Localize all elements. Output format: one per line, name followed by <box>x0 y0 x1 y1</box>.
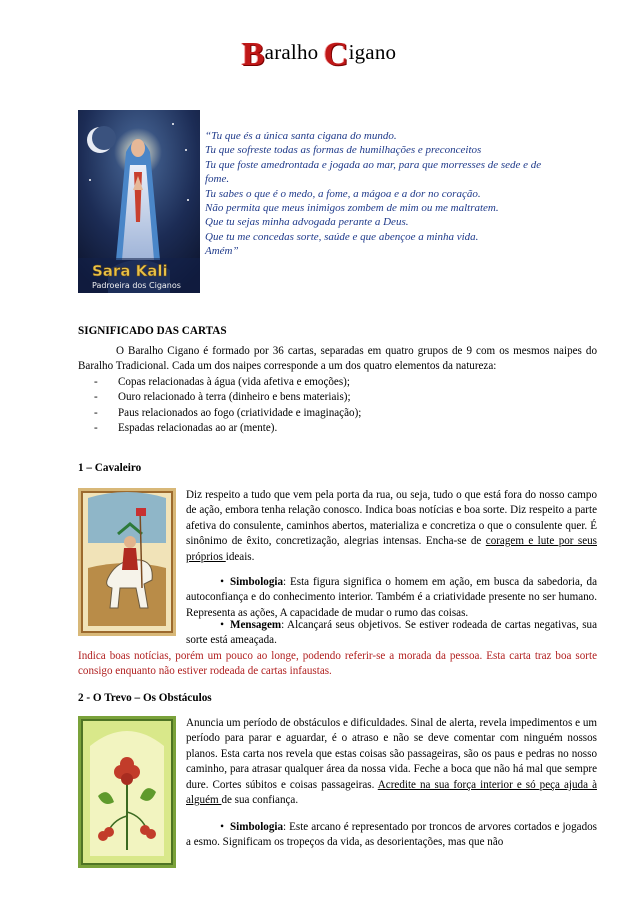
card2-desc-main: Anuncia um período de obstáculos e dificuldades. Sinal de alerta, revela impedimentos e um período para parar e aguardar, é o atraso e não se deve comentar com ninguém nossos planos. Esta carta nos revela que estas coisas são passageiras, são os paus e pedras no nosso caminho, para atrasar qualquer área da nossa vida. Feche a boca que não há mal que sempre dure. Cortes súbitos e coisas passageiras. <box>186 717 597 791</box>
bullet-icon: • <box>220 576 224 588</box>
card1-mensagem <box>186 618 597 649</box>
prayer-line: Que tu sejas minha advogada perante a Deus. <box>205 216 409 229</box>
prayer-line: Que tu me concedas sorte, saúde e que abençoe a minha vida. <box>205 230 479 243</box>
suit-list <box>78 375 597 437</box>
prayer-text <box>205 129 605 259</box>
trevo-card-image <box>78 716 176 868</box>
card1-mensagem-text: : Alcançará seus objetivos. Se estiver rodeada de cartas negativas, sua sorte está ameaçada. <box>186 619 597 647</box>
suit-item: - Ouro relacionado à terra (dinheiro e bens materiais); <box>78 390 597 405</box>
card2-desc-end: de sua confiança. <box>221 794 299 807</box>
prayer-line: Não permita que meus inimigos zombem de mim ou me maltratem. <box>205 202 499 215</box>
card2-heading: 2 - O Trevo – Os Obstáculos <box>78 692 212 704</box>
suit-item: - Copas relacionadas à água (vida afetiva e emoções); <box>78 375 597 390</box>
sara-kali-subtitle: Padroeira dos Ciganos <box>92 281 181 290</box>
prayer-line: “Tu que és a única santa cigana do mundo. <box>205 130 397 142</box>
card1-simbologia <box>186 575 597 621</box>
card1-desc-underline: coragem e lute por seus próprios <box>186 535 597 563</box>
card1-desc-end: ideais. <box>225 550 255 563</box>
title-initial-c: C <box>323 36 349 73</box>
card1-description <box>186 488 597 565</box>
card1-simbologia-label: Simbologia <box>230 576 284 588</box>
section-intro <box>78 344 597 375</box>
card2-desc-underline: Acredite na sua força interior e só peça ajuda à alguém <box>186 778 597 807</box>
card2-simbologia <box>186 820 597 851</box>
prayer-line: Tu que foste amedrontada e jogada ao mar, para que morresses de sede e de <box>205 158 542 171</box>
bullet-icon: • <box>220 619 224 631</box>
cavaleiro-card-image <box>78 488 176 636</box>
section-intro-text: O Baralho Cigano é formado por 36 cartas, separadas em quatro grupos de 9 com os mesmos naipes do Baralho Tradicional. Cada um dos naipes corresponde a um dos quatro elementos da natureza: <box>78 345 597 373</box>
section-heading: SIGNIFICADO DAS CARTAS <box>78 325 227 337</box>
prayer-line: Tu que sofreste todas as formas de humilhações e preconceitos <box>205 144 482 157</box>
card2-simbologia-text: : Este arcano é representado por troncos de arvores cortados e jogados a esmo. Significam os tropeços da vida, as desorientações, mas que não <box>186 821 597 849</box>
suit-item: - Paus relacionados ao fogo (criatividade e imaginação); <box>78 406 597 421</box>
card1-desc-main: Diz respeito a tudo que vem pela porta da rua, ou seja, tudo o que está fora do nosso campo de ação, embora tenha relação conosco. Indica boas notícias e boa sorte. Diz respeito a parte afetiva do consulente, caminhos abertos, materializa e concretiza o que o consulente quer. É sinônimo de êxito, concretização, alegrias intensas. Encha-se de <box>186 489 597 548</box>
bullet-icon: • <box>220 821 224 833</box>
card1-heading: 1 – Cavaleiro <box>78 462 142 474</box>
card2-simbologia-label: Simbologia <box>230 821 284 833</box>
title-part-1: aralho <box>264 40 324 64</box>
title-part-2: igano <box>348 40 397 64</box>
page-title <box>0 38 638 72</box>
sara-kali-name: Sara Kali <box>92 262 168 280</box>
card2-description <box>186 716 597 808</box>
card1-simbologia-text: : Esta figura significa o homem em ação, em busca da sabedoria, da autoconfiança e do conhecimento interior. Também é a criatividade presente no ser humano. Representa as ações, A capacidade de mudar o rumo das coisas. <box>186 576 597 619</box>
prayer-line: Tu sabes o que é o medo, a fome, a mágoa e a dor no coração. <box>205 187 481 200</box>
card1-red-note: Indica boas notícias, porém um pouco ao longe, podendo referir-se a morada da pessoa. Esta carta traz boa sorte consigo enquanto não estiver rodeada de cartas infaustas. <box>78 650 597 678</box>
suit-item: - Espadas relacionadas ao ar (mente). <box>78 421 597 436</box>
sara-kali-image <box>78 110 200 293</box>
prayer-line: Amém” <box>205 245 239 258</box>
prayer-line: fome. <box>205 173 230 186</box>
card1-mensagem-label: Mensagem <box>230 619 282 631</box>
title-initial-b: B <box>241 36 265 73</box>
